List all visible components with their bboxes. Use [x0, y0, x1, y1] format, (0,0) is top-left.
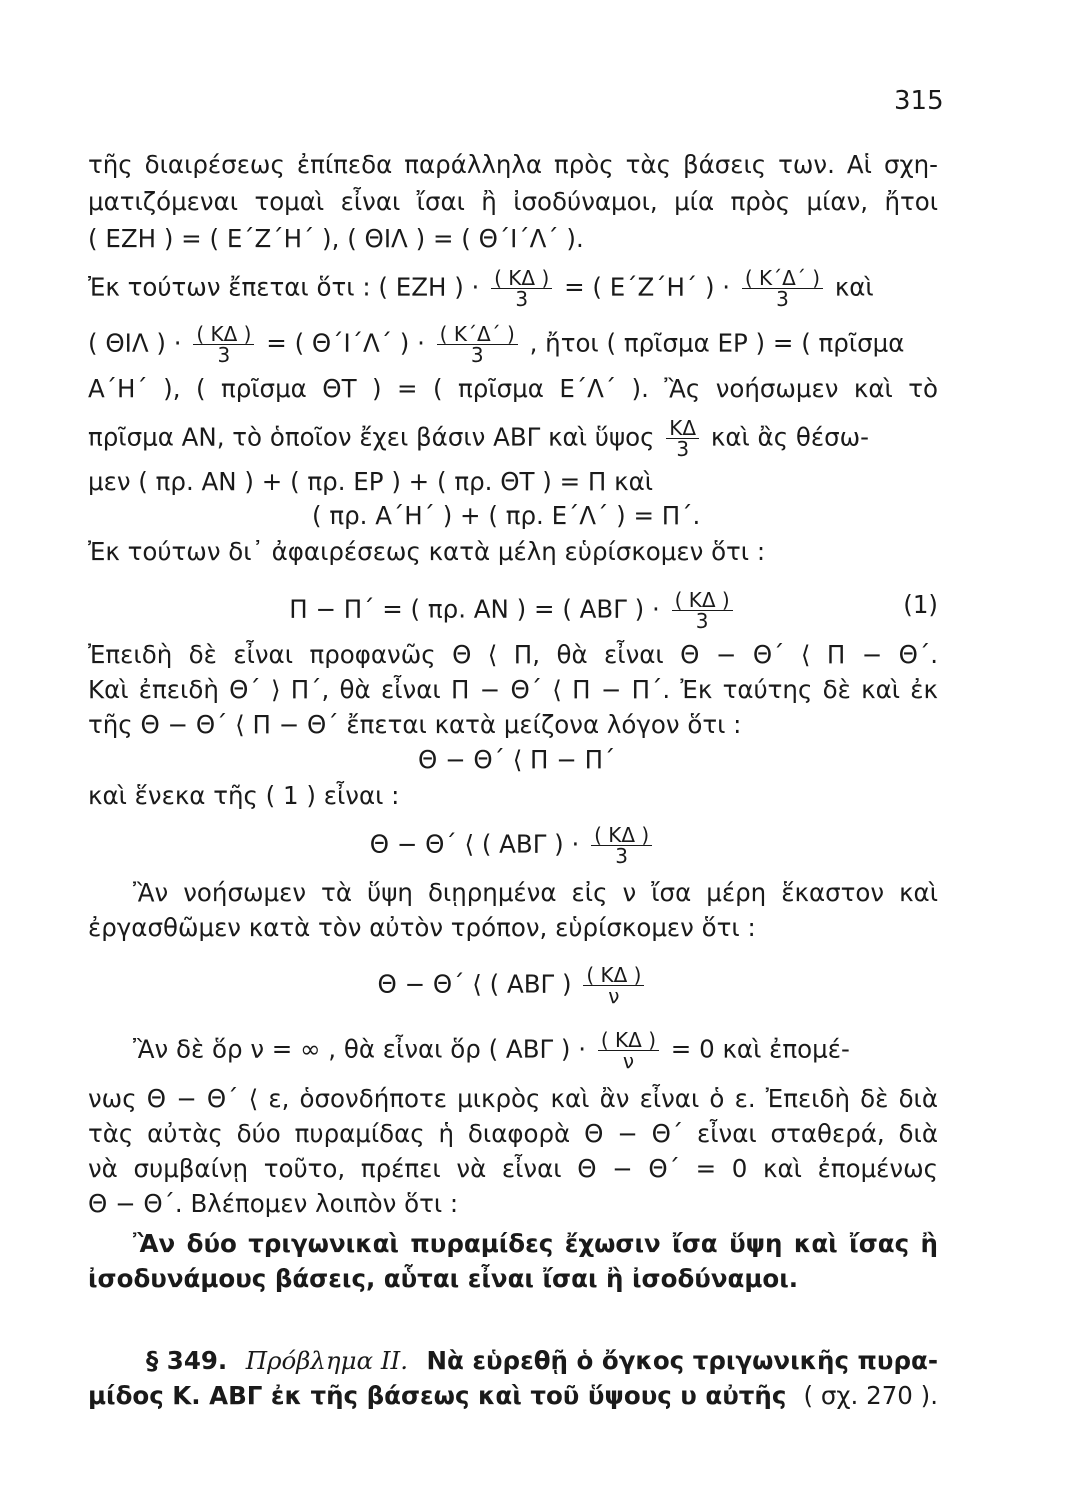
text-line: νὰ συμβαίνῃ τοῦτο, πρέπει νὰ εἶναι Θ − Θ΄ = 0 καὶ ἐπομένως	[88, 1154, 938, 1183]
fraction	[583, 965, 644, 1006]
fraction-numerator: ( ΚΔ )	[591, 825, 652, 846]
text-line: ( ΕΖΗ ) = ( Ε΄Ζ΄Η΄ ), ( ΘΙΛ ) = ( Θ΄Ι΄Λ΄ ).	[88, 224, 584, 253]
fraction	[666, 418, 699, 459]
text-line: τῆς διαιρέσεως ἐπίπεδα παράλληλα πρὸς τὰς βάσεις των. Αἱ σχη-	[88, 150, 938, 179]
equation-text: πρῖσμα ΑΝ, τὸ ὁποῖον ἔχει βάσιν ΑΒΓ καὶ ὕψος	[88, 422, 655, 452]
text-line: τῆς Θ − Θ΄ ⟨ Π − Θ΄ ἔπεται κατὰ μείζονα λόγον ὅτι :	[88, 710, 742, 739]
text-line: τὰς αὐτὰς δύο πυραμίδας ἡ διαφορὰ Θ − Θ΄ εἶναι σταθερά, διὰ	[88, 1119, 938, 1148]
theorem-line: ἰσοδυνάμους βάσεις, αὗται εἶναι ἴσαι ἢ ἰσοδύναμοι.	[88, 1264, 799, 1293]
fraction-numerator: ( ΚΔ )	[598, 1030, 659, 1051]
equation-text: καὶ	[834, 272, 874, 302]
equation-line	[88, 825, 938, 866]
equation-line	[88, 268, 938, 309]
equation-text: = 0 καὶ ἐπομέ-	[670, 1034, 850, 1064]
section-number: § 349.	[146, 1346, 228, 1375]
fraction-denominator: 3	[217, 343, 231, 367]
fraction-numerator: ( ΚΔ )	[193, 324, 254, 345]
text-line: ματιζόμεναι τομαὶ εἶναι ἴσαι ἢ ἰσοδύναμοι, μία πρὸς μίαν, ἤτοι	[88, 187, 938, 216]
problem-title-continued: μίδος Κ. ΑΒΓ ἐκ τῆς βάσεως καὶ τοῦ ὕψους υ αὐτῆς	[88, 1381, 787, 1410]
equation-text: Θ − Θ΄ ⟨ ( ΑΒΓ )	[377, 969, 572, 999]
problem-label: Πρόβλημα ΙΙ.	[245, 1346, 409, 1375]
text-line: ( πρ. Α΄Η΄ ) + ( πρ. Ε΄Λ΄ ) = Π΄.	[312, 501, 701, 530]
text-line: Ἐκ τούτων δι᾽ ἀφαιρέσεως κατὰ μέλη εὑρίσκομεν ὅτι :	[88, 537, 766, 566]
equation-line	[88, 590, 938, 631]
equation-text: Ἂν δὲ ὅρ ν = ∞ , θὰ εἶναι ὅρ ( ΑΒΓ ) ·	[133, 1034, 587, 1064]
equation-text: Θ − Θ΄ ⟨ ( ΑΒΓ ) ·	[369, 829, 580, 859]
fraction-numerator: ( ΚΔ )	[672, 590, 733, 611]
theorem-line: Ἂν δύο τριγωνικαὶ πυραμίδες ἔχωσιν ἴσα ὕψη καὶ ἴσας ἢ	[133, 1229, 938, 1258]
fraction-numerator: ( Κ΄Δ΄ )	[742, 268, 823, 289]
text-line: Ἂν νοήσωμεν τὰ ὕψη διῃρημένα εἰς ν ἴσα μέρη ἕκαστον καὶ	[133, 878, 938, 907]
text-line: καὶ ἕνεκα τῆς ( 1 ) εἶναι :	[88, 781, 400, 810]
figure-reference: ( σχ. 270 ).	[803, 1381, 938, 1410]
equation-line	[133, 1030, 938, 1071]
fraction	[672, 590, 733, 631]
equation-line	[88, 418, 938, 459]
fraction	[742, 268, 823, 309]
text-line: ἐργασθῶμεν κατὰ τὸν αὐτὸν τρόπον, εὑρίσκομεν ὅτι :	[88, 913, 756, 942]
fraction	[598, 1030, 659, 1071]
fraction	[437, 324, 518, 365]
text-line: μεν ( πρ. ΑΝ ) + ( πρ. ΕΡ ) + ( πρ. ΘΤ ) = Π καὶ	[88, 467, 654, 496]
text-line: Α΄Η΄ ), ( πρῖσμα ΘΤ ) = ( πρῖσμα Ε΄Λ΄ ). Ἂς νοήσωμεν καὶ τὸ	[88, 374, 938, 403]
equation-number: (1)	[903, 590, 938, 619]
equation-text: Π − Π΄ = ( πρ. ΑΝ ) = ( ΑΒΓ ) ·	[289, 594, 660, 624]
fraction-denominator: ν	[622, 1049, 635, 1073]
equation-text: Ἐκ τούτων ἔπεται ὅτι : ( ΕΖΗ ) ·	[88, 272, 480, 302]
fraction	[193, 324, 254, 365]
fraction-denominator: 3	[515, 287, 529, 311]
fraction-numerator: ( ΚΔ )	[491, 268, 552, 289]
text-line: Καὶ ἐπειδὴ Θ΄ ⟩ Π΄, θὰ εἶναι Π − Θ΄ ⟨ Π − Π΄. Ἐκ ταύτης δὲ καὶ ἐκ	[88, 675, 938, 704]
fraction-numerator: ΚΔ	[666, 418, 699, 439]
text-line: Θ − Θ΄. Βλέπομεν λοιπὸν ὅτι :	[88, 1189, 459, 1218]
equation-line	[88, 324, 938, 365]
equation-text: = ( Θ΄Ι΄Λ΄ ) ·	[266, 328, 425, 358]
text-line: νως Θ − Θ΄ ⟨ ε, ὁσονδήποτε μικρὸς καὶ ἂν εἶναι ὁ ε. Ἐπειδὴ δὲ διὰ	[88, 1084, 938, 1113]
equation-text: = ( Ε΄Ζ΄Η΄ ) ·	[564, 272, 731, 302]
equation-line: Θ − Θ΄ ⟨ Π − Π΄	[418, 745, 616, 774]
fraction-denominator: 3	[615, 844, 629, 868]
fraction-denominator: 3	[470, 343, 484, 367]
fraction	[491, 268, 552, 309]
equation-text: , ἤτοι ( πρῖσμα ΕΡ ) = ( πρῖσμα	[529, 328, 905, 358]
section-heading-line	[88, 1381, 938, 1411]
text-line: Ἐπειδὴ δὲ εἶναι προφανῶς Θ ⟨ Π, θὰ εἶναι Θ − Θ΄ ⟨ Π − Θ΄.	[88, 640, 938, 669]
problem-title: Νὰ εὑρεθῇ ὁ ὄγκος τριγωνικῆς πυρα-	[426, 1346, 938, 1375]
section-heading	[146, 1346, 938, 1376]
equation-text: ( ΘΙΛ ) ·	[88, 328, 182, 358]
fraction-numerator: ( Κ΄Δ΄ )	[437, 324, 518, 345]
fraction-denominator: ν	[608, 984, 620, 1008]
equation-text: καὶ ἂς θέσω-	[710, 422, 869, 452]
fraction-denominator: 3	[676, 437, 690, 461]
equation-line	[88, 965, 938, 1006]
fraction-numerator: ( ΚΔ )	[583, 965, 644, 986]
page-number: 315	[894, 86, 944, 116]
fraction-denominator: 3	[695, 609, 709, 633]
fraction	[591, 825, 652, 866]
fraction-denominator: 3	[776, 287, 789, 311]
